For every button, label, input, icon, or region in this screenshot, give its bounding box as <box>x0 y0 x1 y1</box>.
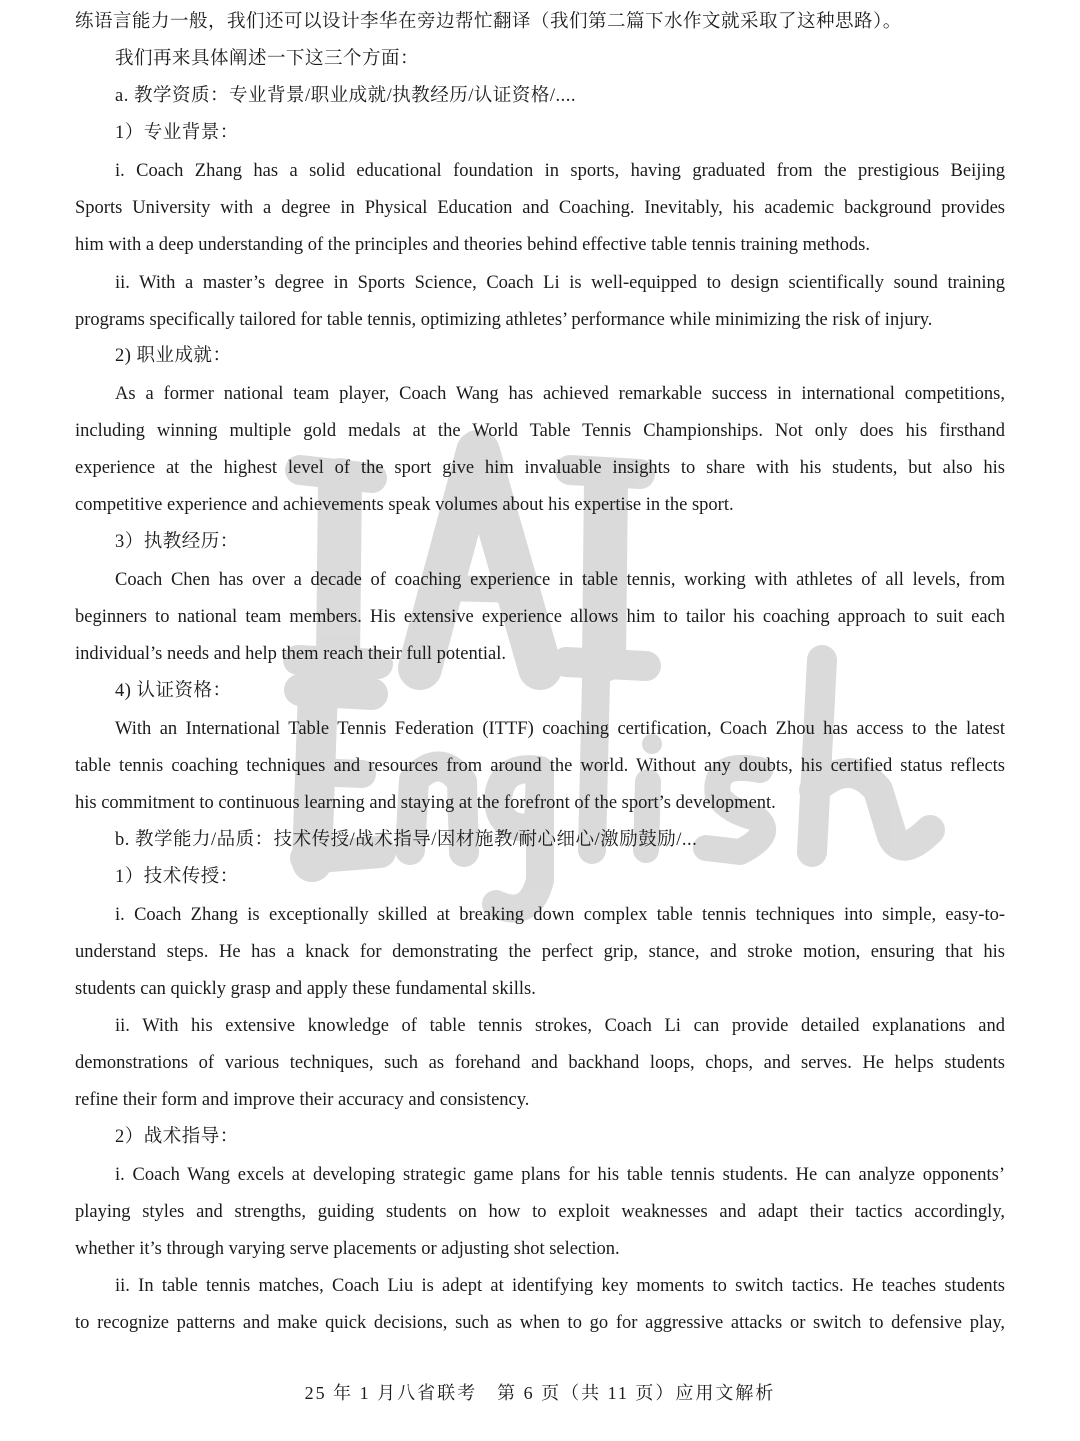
paragraph-line: to recognize patterns and make quick decisions, such as when to go for aggressive attacks or switch to defensive play, <box>75 1313 1005 1333</box>
subsection-heading: 2）战术指导： <box>115 1127 239 1147</box>
paragraph-line: With an International Table Tennis Federation (ITTF) coaching certification, Coach Zhou has access to the latest <box>115 719 1005 739</box>
subsection-heading: 3）执教经历： <box>115 532 239 552</box>
paragraph-line: programs specifically tailored for table tennis, optimizing athletes’ performance while minimizing the risk of injury. <box>75 310 933 330</box>
subsection-heading: 1）专业背景： <box>115 123 239 143</box>
page-footer: 25 年 1 月八省联考 第 6 页（共 11 页）应用文解析 <box>304 1383 776 1403</box>
paragraph-line: i. Coach Zhang has a solid educational foundation in sports, having graduated from the prestigious Beijing <box>115 161 1005 181</box>
paragraph-line: ii. With a master’s degree in Sports Science, Coach Li is well-equipped to design scientifically sound training <box>115 273 1005 293</box>
paragraph-line: playing styles and strengths, guiding students on how to exploit weaknesses and adapt their tactics accordingly, <box>75 1202 1005 1222</box>
paragraph-line: 我们再来具体阐述一下这三个方面： <box>115 49 420 69</box>
subsection-heading: 1）技术传授： <box>115 867 239 887</box>
section-heading: b. 教学能力/品质：技术传授/战术指导/因材施教/耐心细心/激励鼓励/... <box>115 830 698 850</box>
paragraph-line: students can quickly grasp and apply these fundamental skills. <box>75 979 536 999</box>
paragraph-line: him with a deep understanding of the principles and theories behind effective table tennis training methods. <box>75 235 870 255</box>
paragraph-line: understand steps. He has a knack for demonstrating the perfect grip, stance, and stroke motion, ensuring that his <box>75 942 1005 962</box>
paragraph-line: including winning multiple gold medals at the World Table Tennis Championships. Not only does his firsthand <box>75 421 1005 441</box>
paragraph-line: ii. With his extensive knowledge of table tennis strokes, Coach Li can provide detailed explanations and <box>115 1016 1005 1036</box>
paragraph-line: competitive experience and achievements speak volumes about his expertise in the sport. <box>75 495 734 515</box>
paragraph-line: his commitment to continuous learning and staying at the forefront of the sport’s development. <box>75 793 776 813</box>
paragraph-line: table tennis coaching techniques and resources from around the world. Without any doubts, his certified status reflects <box>75 756 1005 776</box>
paragraph-line: As a former national team player, Coach Wang has achieved remarkable success in international competitions, <box>115 384 1005 404</box>
paragraph-line: beginners to national team members. His extensive experience allows him to tailor his coaching approach to suit each <box>75 607 1005 627</box>
paragraph-line: refine their form and improve their accuracy and consistency. <box>75 1090 530 1110</box>
paragraph-line: experience at the highest level of the sport give him invaluable insights to share with his students, but also his <box>75 458 1005 478</box>
subsection-heading: 2) 职业成就： <box>115 346 232 366</box>
paragraph-line: individual’s needs and help them reach their full potential. <box>75 644 507 664</box>
paragraph-line: ii. In table tennis matches, Coach Liu is adept at identifying key moments to switch tactics. He teaches students <box>115 1276 1005 1296</box>
paragraph-line: whether it’s through varying serve placements or adjusting shot selection. <box>75 1239 620 1259</box>
section-heading: a. 教学资质：专业背景/职业成就/执教经历/认证资格/.... <box>115 86 577 106</box>
document-page <box>75 0 1005 1441</box>
paragraph-line: Sports University with a degree in Physical Education and Coaching. Inevitably, his academic background provides <box>75 198 1005 218</box>
paragraph-line: i. Coach Zhang is exceptionally skilled at breaking down complex table tennis techniques into simple, easy-to- <box>115 905 1005 925</box>
paragraph-line: 练语言能力一般，我们还可以设计李华在旁边帮忙翻译（我们第二篇下水作文就采取了这种思路）。 <box>75 12 902 32</box>
paragraph-line: demonstrations of various techniques, such as forehand and backhand loops, chops, and serves. He helps students <box>75 1053 1005 1073</box>
subsection-heading: 4) 认证资格： <box>115 681 232 701</box>
paragraph-line: i. Coach Wang excels at developing strategic game plans for his table tennis students. He can analyze opponents’ <box>115 1165 1005 1185</box>
paragraph-line: Coach Chen has over a decade of coaching experience in table tennis, working with athletes of all levels, from <box>115 570 1005 590</box>
